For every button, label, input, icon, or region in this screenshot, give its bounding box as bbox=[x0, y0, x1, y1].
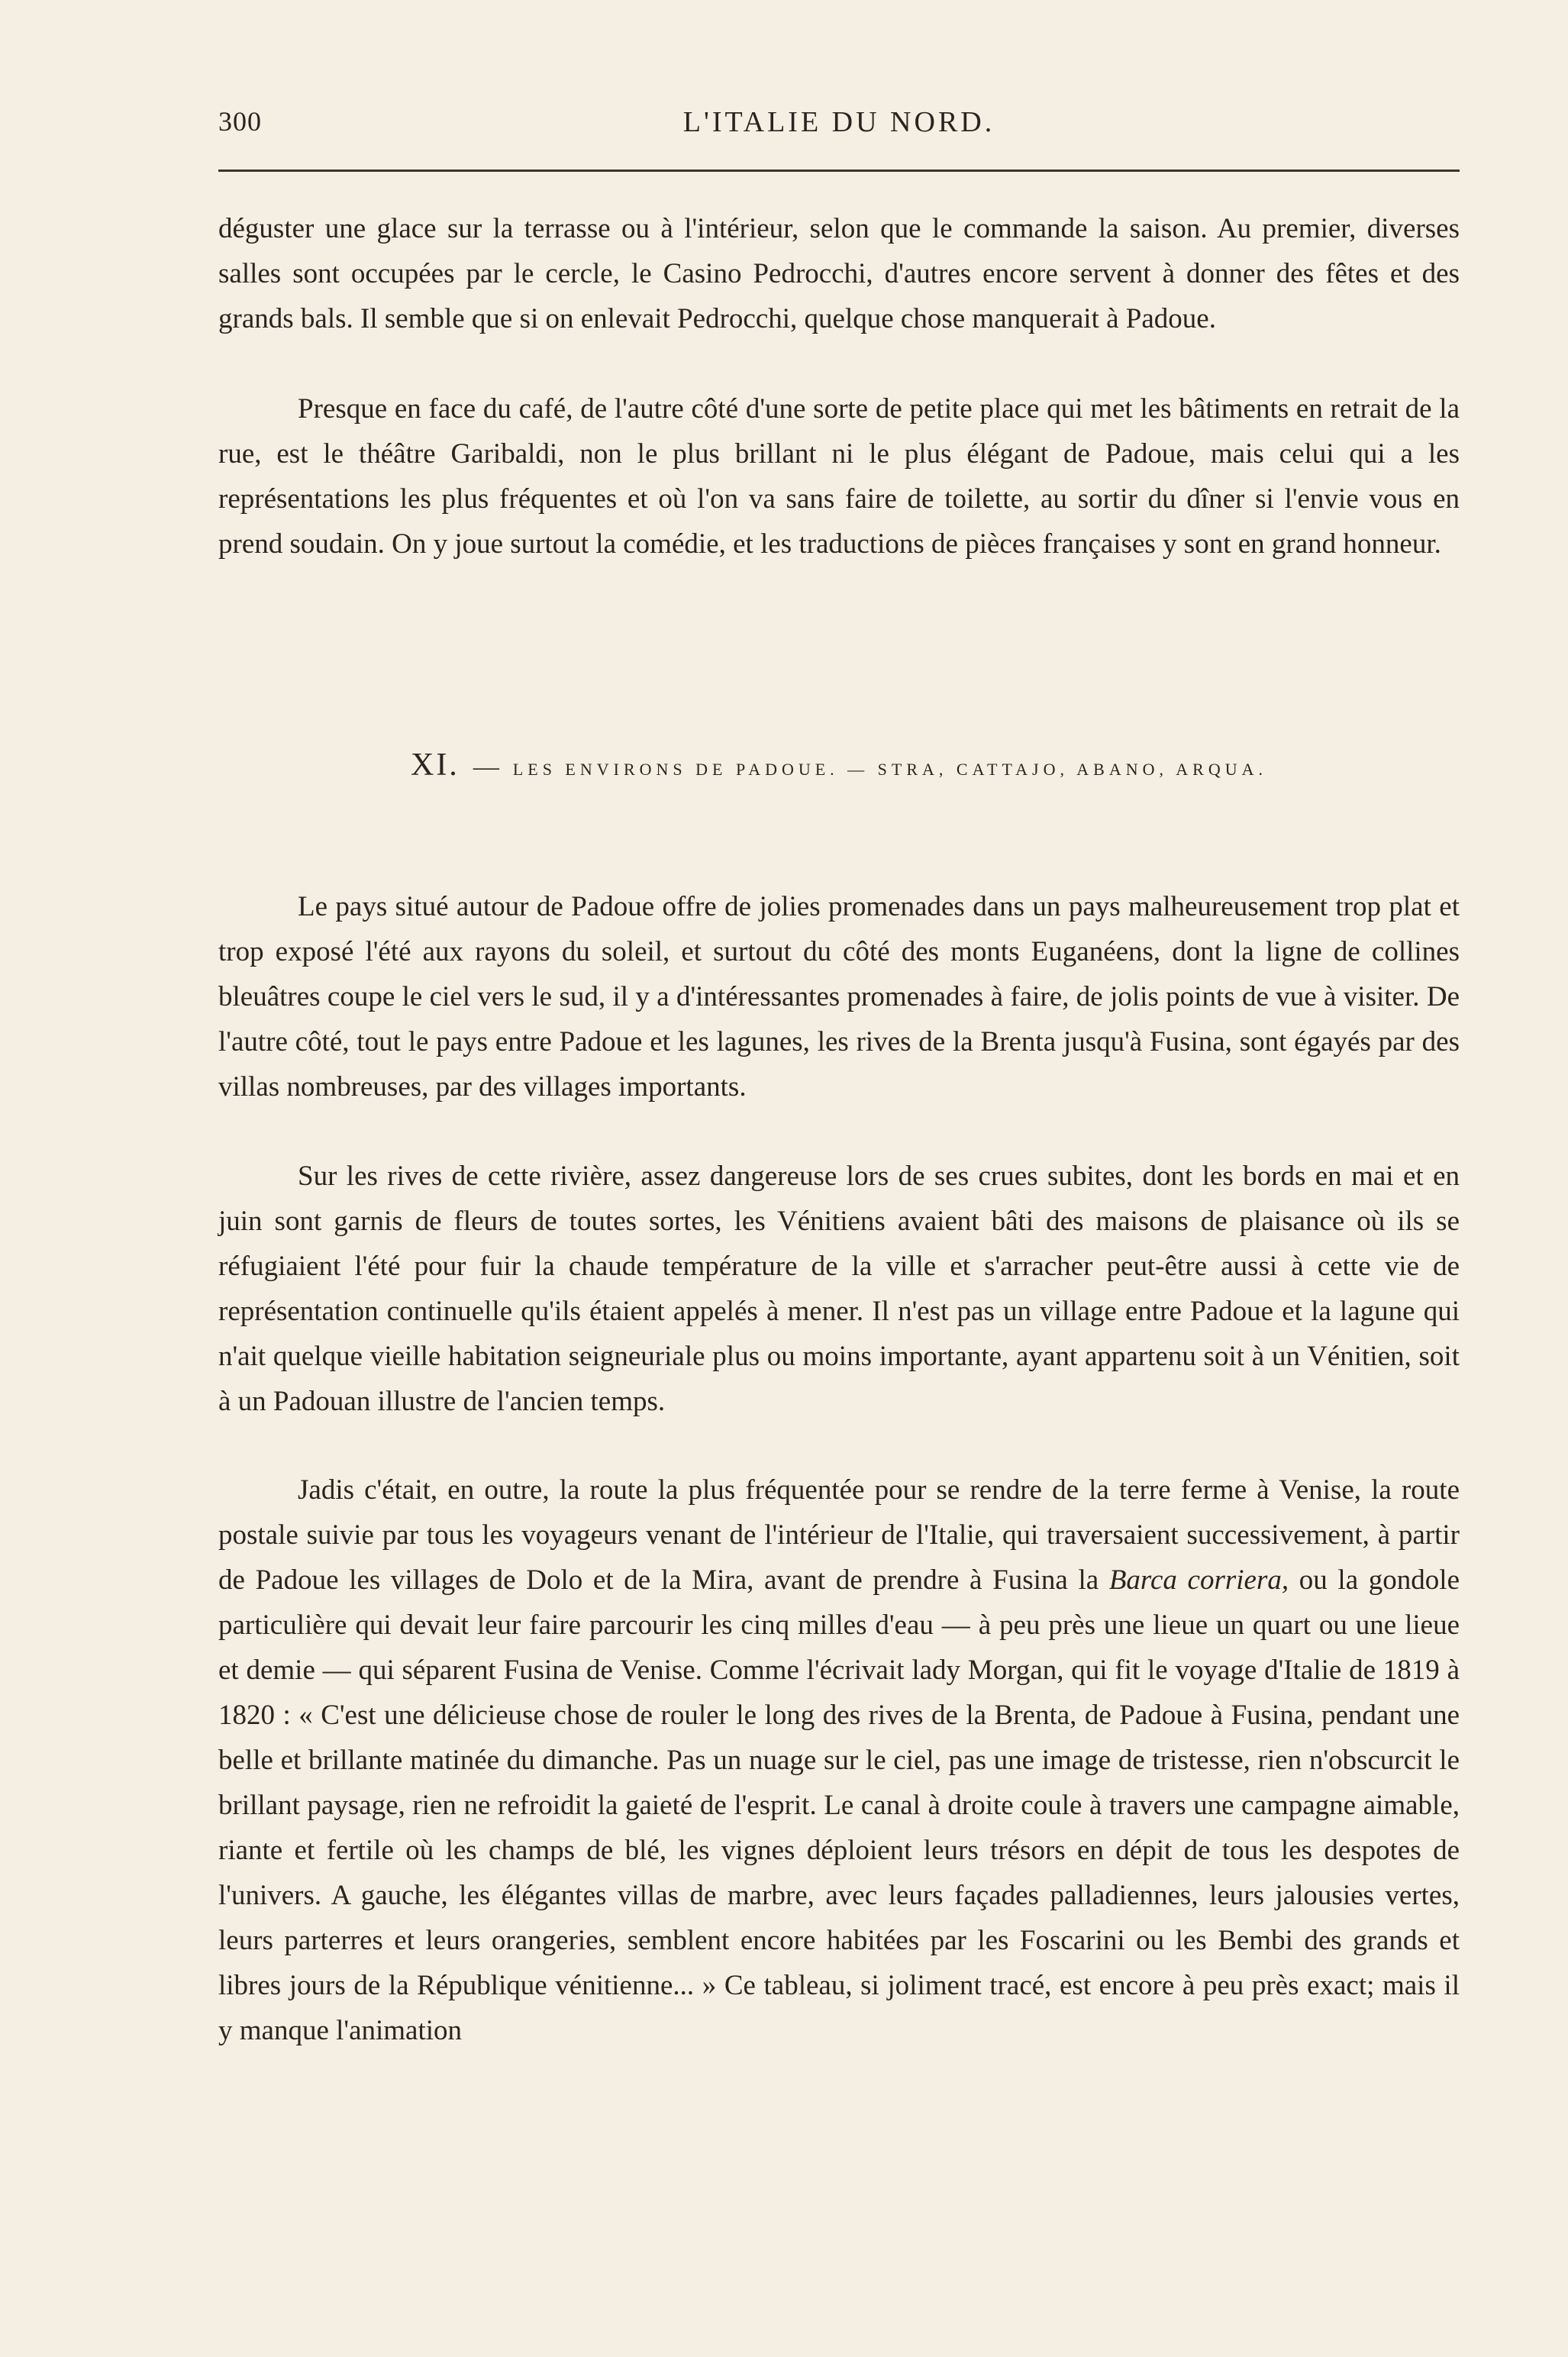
running-title: L'ITALIE DU NORD. bbox=[682, 106, 995, 138]
paragraph-text: Sur les rives de cette rivière, assez dangereuse lors de ses crues subites, dont les bords en mai et en juin sont garnis de fleurs de toutes sortes, les Vénitiens avaient bâti des maisons de plaisance où ils se réfugiaient l'été pour fuir la chaude température de la ville et s'arracher peut-être aussi à cette vie de représentation continuelle qu'ils étaient appelés à mener. Il n'est pas un village entre Padoue et la lagune qui n'ait quelque vieille habitation seigneuriale plus ou moins importante, ayant appartenu soit à un Vénitien, soit à un Padouan illustre de l'ancien temps. bbox=[218, 1161, 1460, 1417]
running-head bbox=[218, 105, 1460, 151]
italic-term: Barca corriera, bbox=[1108, 1564, 1289, 1596]
header-rule bbox=[218, 170, 1460, 172]
paragraph-environs bbox=[218, 884, 1460, 1109]
section-number: XI. bbox=[410, 747, 460, 783]
paragraph-text-start: Jadis c'était, en outre, la route la plus fréquentée pour se rendre de la terre ferme à Venise, la route postale suivie par tous les voyageurs venant de l'intérieur de l'Italie, qui traversaient successivement, à partir de Padoue les villages de Dolo et de la Mira, avant de prendre à Fusina la bbox=[218, 1474, 1460, 1596]
paragraph-continued: déguster une glace sur la terrasse ou à l'intérieur, selon que le commande la saison. Au premier, diverses salles sont occupées par le cercle, le Casino Pedrocchi, d'autres encore servent à donner des fêtes et des grands bals. Il semble que si on enlevait Pedrocchi, quelque chose manquerait à Padoue. bbox=[218, 213, 1460, 334]
paragraph-brenta bbox=[218, 1154, 1460, 1424]
paragraph-text: Presque en face du café, de l'autre côté d'une sorte de petite place qui met les bâtiments en retrait de la rue, est le théâtre Garibaldi, non le plus brillant ni le plus élégant de Padoue, mais celui qui a les représentations les plus fréquentes et où l'on va sans faire de toilette, au sortir du dîner si l'envie vous en prend soudain. On y joue surtout la comédie, et les traductions de pièces françaises y sont en grand honneur. bbox=[218, 393, 1460, 560]
paragraph-text-end: ou la gondole particulière qui devait leur faire parcourir les cinq milles d'eau — à peu près une lieue un quart ou une lieue et demie — qui séparent Fusina de Venise. Comme l'écrivait lady Morgan, qui fit le voyage d'Italie de 1819 à 1820 : « C'est une délicieuse chose de rouler le long des rives de la Brenta, de Padoue à Fusina, pendant une belle et brillante matinée du dimanche. Pas un nuage sur le ciel, pas une image de tristesse, rien n'obscurcit le brillant paysage, rien ne refroidit la gaieté de l'esprit. Le canal à droite coule à travers une campagne aimable, riante et fertile où les champs de blé, les vignes déploient leurs trésors en dépit de tous les despotes de l'univers. A gauche, les élégantes villas de marbre, avec leurs façades palladiennes, leurs jalousies vertes, leurs parterres et leurs orangeries, semblent encore habitées par les Foscarini ou les Bembi des grands et libres jours de la République vénitienne... » Ce tableau, si joliment tracé, est encore à peu près exact; mais il y manque l'animation bbox=[218, 1564, 1460, 2046]
page-number: 300 bbox=[218, 106, 262, 137]
paragraph-route bbox=[218, 1467, 1460, 2053]
paragraph-text: Le pays situé autour de Padoue offre de jolies promenades dans un pays malheureusement trop plat et trop exposé l'été aux rayons du soleil, et surtout du côté des monts Euganéens, dont la ligne de collines bleuâtres coupe le ciel vers le sud, il y a d'intéressantes promenades à faire, de jolis points de vue à visiter. De l'autre côté, tout le pays entre Padoue et les lagunes, les rives de la Brenta jusqu'à Fusina, sont égayés par des villas nombreuses, par des villages importants. bbox=[218, 891, 1460, 1103]
paragraph-theatre bbox=[218, 386, 1460, 567]
section-dash: — bbox=[473, 753, 499, 781]
section-heading bbox=[218, 747, 1460, 783]
section-title: LES ENVIRONS DE PADOUE. — STRA, CATTAJO, ABANO, ARQUA. bbox=[512, 760, 1268, 779]
